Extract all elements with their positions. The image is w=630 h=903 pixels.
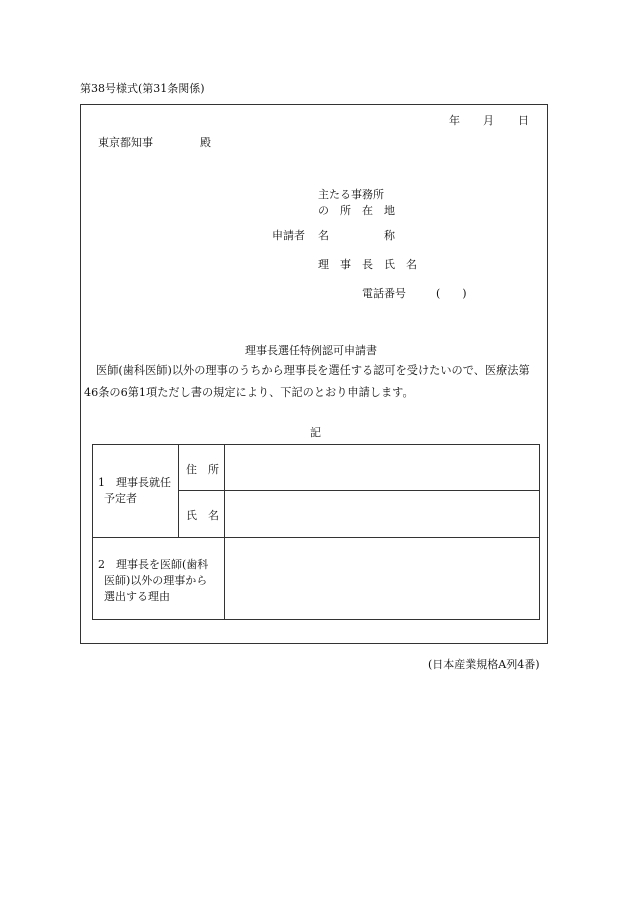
table-row-divider-main bbox=[93, 537, 539, 538]
office-label-line1: 主たる事務所 bbox=[318, 188, 384, 201]
document-title: 理事長選任特例認可申請書 bbox=[245, 344, 377, 357]
addressee: 東京都知事 bbox=[98, 136, 153, 149]
person-name-label: 氏 名 bbox=[186, 509, 219, 522]
row1-label-line2: 予定者 bbox=[104, 492, 137, 505]
applicant-label: 申請者 bbox=[272, 229, 305, 242]
date-month-label: 月 bbox=[483, 114, 494, 127]
table-col-divider-main bbox=[224, 445, 225, 619]
ki-marker: 記 bbox=[310, 426, 321, 439]
office-label-line2: の 所 在 地 bbox=[318, 204, 395, 217]
paper-size-note: (日本産業規格A列4番) bbox=[428, 658, 540, 671]
form-number: 第38号様式(第31条関係) bbox=[80, 82, 205, 95]
date-day-label: 日 bbox=[518, 114, 529, 127]
address-label: 住 所 bbox=[186, 463, 219, 476]
honorific: 殿 bbox=[200, 136, 211, 149]
row2-label-line2: 医師)以外の理事から bbox=[104, 574, 208, 587]
table-col-divider-sub bbox=[178, 445, 179, 537]
date-year-label: 年 bbox=[449, 114, 460, 127]
table-row-divider-inner bbox=[178, 490, 539, 491]
chairman-name-label: 理 事 長 氏 名 bbox=[318, 258, 417, 271]
row2-label-line1: 2 理事長を医師(歯科 bbox=[98, 558, 209, 571]
phone-area-code-parens: ( ) bbox=[436, 287, 467, 300]
row2-label-line3: 選出する理由 bbox=[104, 590, 170, 603]
body-line-2: 46条の6第1項ただし書の規定により、下記のとおり申請します。 bbox=[84, 386, 414, 399]
row1-label-line1: 1 理事長就任 bbox=[98, 476, 171, 489]
applicant-name-label: 名 称 bbox=[318, 229, 395, 242]
phone-label: 電話番号 bbox=[362, 287, 406, 300]
body-line-1: 医師(歯科医師)以外の理事のうちから理事長を選任する認可を受けたいので、医療法第 bbox=[96, 364, 530, 377]
